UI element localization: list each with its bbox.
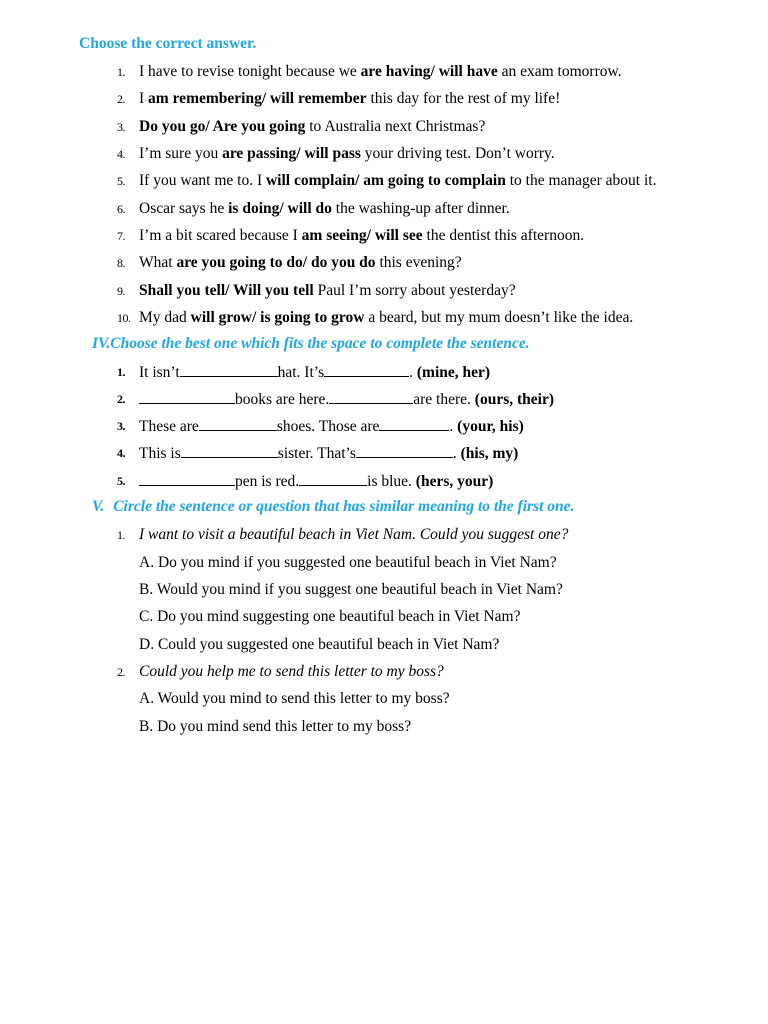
answer-blank	[299, 471, 367, 486]
item-number: 5.	[117, 474, 125, 488]
item-number: 6.	[117, 202, 125, 216]
item-number: 8.	[117, 256, 125, 270]
word-hint: (your, his)	[457, 418, 524, 435]
question-prompt: I want to visit a beautiful beach in Viet Nam. Could you suggest one?	[139, 526, 569, 543]
answer-choices: am seeing/ will see	[301, 227, 423, 244]
item-number: 3.	[117, 120, 125, 134]
answer-option[interactable]: A. Do you mind if you suggested one beautiful beach in Viet Nam?	[139, 554, 557, 571]
answer-option[interactable]: B. Do you mind send this letter to my boss?	[139, 718, 412, 735]
worksheet-page: Choose the correct answer. 1. I have to revise tonight because we are having/ will have an exam tomorrow. 2. I am remembering/ will remember this day for the rest of my life! 3. Do you go/ Are you going to Australia next Christmas? 4. I’m sure you are passing/ will pass your driving test. Don’t worry. 5. If you want me to. I will complain/ am going to complain to the manager about it. 6. Oscar says he is doing/ will do the washing-up after dinner. 7. I’m a bit scared because I am seeing/ will see the dentist this afternoon. 8. What are you going to do/ do you do this evening? 9. Shall you tell/ Will you tell Paul I’m sorry about yesterday? 10. My dad will grow/ is going to grow a beard, but my mum doesn’t like the idea. IV.Choose the best one which fits the space to complete the sentence. 1. It isn’t hat. It’s . (mine, her) 2. books are here. are there. (ours, their) 3. These are shoes. Those are . (your, his) 4. This is sister. That’s . (his, my) 5. pen is red. is blue. (hers, your) V. Circle the sentence or question that has similar meaning to the first one. 1. I want to visit a beautiful beach in Viet Nam. Could you suggest one? A. Do you mind if you suggested one beautiful beach in Viet Nam? B. Would you mind if you suggest one beautiful beach in Viet Nam? C. Do you mind suggesting one beautiful beach in Viet Nam? D. Could you suggested one beautiful beach in Viet Nam? 2. Could you help me to send this letter to my boss? A. Would you mind to send this letter to my boss? B. Do you mind send this letter to my boss?	[79, 35, 657, 735]
section-title-iv	[92, 335, 530, 353]
answer-blank	[329, 389, 413, 404]
answer-option[interactable]: D. Could you suggested one beautiful beach in Viet Nam?	[139, 636, 500, 653]
item-number: 4.	[117, 147, 125, 161]
answer-blank	[180, 362, 278, 377]
item-number: 5.	[117, 174, 125, 188]
answer-blank	[181, 443, 278, 458]
item-number: 2.	[117, 392, 125, 406]
answer-option[interactable]: B. Would you mind if you suggest one beautiful beach in Viet Nam?	[139, 581, 563, 598]
item-number: 7.	[117, 229, 125, 243]
item-number: 1.	[117, 365, 125, 379]
answer-blank	[324, 362, 409, 377]
item-number: 1.	[117, 528, 125, 542]
section-title-correct-answer: Choose the correct answer.	[79, 35, 257, 52]
answer-choices: Do you go/ Are you going	[139, 118, 306, 135]
answer-option[interactable]: A. Would you mind to send this letter to my boss?	[139, 690, 450, 707]
answer-option[interactable]: C. Do you mind suggesting one beautiful beach in Viet Nam?	[139, 608, 521, 625]
item-number: 2.	[117, 665, 125, 679]
section-title-v	[92, 498, 574, 516]
section-roman-numeral: IV.	[92, 335, 111, 352]
item-number: 9.	[117, 284, 125, 298]
word-hint: (ours, their)	[474, 391, 554, 408]
item-number: 3.	[117, 419, 125, 433]
question-prompt: Could you help me to send this letter to my boss?	[139, 663, 444, 680]
answer-choices: are having/ will have	[360, 63, 498, 80]
answer-blank	[139, 471, 235, 486]
answer-blank	[356, 443, 453, 458]
answer-choices: are passing/ will pass	[222, 145, 361, 162]
section-heading: Circle the sentence or question that has similar meaning to the first one.	[113, 498, 575, 515]
item-number: 1.	[117, 65, 125, 79]
answer-choices: will complain/ am going to complain	[265, 172, 506, 189]
answer-blank	[139, 389, 235, 404]
item-number: 10.	[117, 311, 131, 325]
answer-choices: will grow/ is going to grow	[190, 309, 365, 326]
answer-choices: Shall you tell/ Will you tell	[139, 282, 314, 299]
word-hint: (hers, your)	[415, 473, 494, 490]
item-number: 2.	[117, 92, 125, 106]
answer-choices: is doing/ will do	[228, 200, 332, 217]
answer-blank	[379, 416, 449, 431]
item-number: 4.	[117, 446, 125, 460]
answer-blank	[199, 416, 277, 431]
word-hint: (mine, her)	[416, 364, 491, 381]
section-heading: Choose the best one which fits the space to complete the sentence.	[110, 335, 530, 352]
answer-choices: are you going to do/ do you do	[176, 254, 376, 271]
answer-choices: am remembering/ will remember	[148, 90, 367, 107]
section-roman-numeral: V.	[92, 498, 105, 515]
word-hint: (his, my)	[460, 445, 519, 462]
